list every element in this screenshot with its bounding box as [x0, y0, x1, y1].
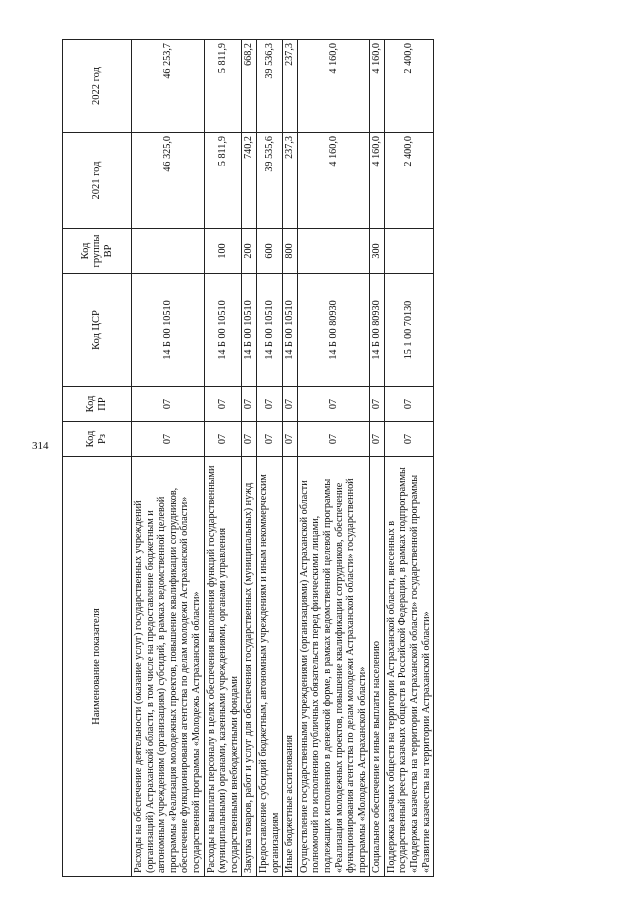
- cell-csr: 15 1 00 70130: [384, 274, 433, 387]
- cell-name: Осуществление государственными учреждениями (организациями) Астраханской области полномочий по исполнению публичных обязательств перед физическими лицами, подлежащих исполнению в денежной форме, в рамках ведомственной целевой программы «Реализация молодежных проектов, повышение квалификации сотрудников, обеспечение функционирования агентства по делам молодежи Астраханской области» государственной программы «Молодежь Астраханской области»: [297, 457, 370, 877]
- header-rz: Код Рз: [63, 422, 132, 457]
- cell-csr: 14 Б 00 10510: [256, 274, 282, 387]
- cell-pr: 07: [283, 387, 298, 422]
- cell-rz: 07: [256, 422, 282, 457]
- cell-name: Социальное обеспечение и иные выплаты населению: [370, 457, 385, 877]
- cell-2022: 5 811,9: [204, 40, 242, 133]
- budget-table: [62, 39, 434, 877]
- cell-csr: 14 Б 00 10510: [283, 274, 298, 387]
- cell-pr: 07: [242, 387, 257, 422]
- cell-name: Расходы на выплаты персоналу в целях обеспечения выполнения функций государственными (муниципальными) органами, казенными учреждениями, органами управления государственными внебюджетными фондами: [204, 457, 242, 877]
- cell-vr: 600: [256, 229, 282, 274]
- header-2021: 2021 год: [63, 133, 132, 229]
- cell-vr: [132, 229, 205, 274]
- cell-2021: 4 160,0: [297, 133, 370, 229]
- cell-pr: 07: [384, 387, 433, 422]
- table-row: [384, 40, 433, 877]
- cell-csr: 14 Б 00 10510: [204, 274, 242, 387]
- cell-2021: 4 160,0: [370, 133, 385, 229]
- cell-2022: 668,2: [242, 40, 257, 133]
- cell-csr: 14 Б 00 10510: [132, 274, 205, 387]
- cell-pr: 07: [370, 387, 385, 422]
- cell-csr: 14 Б 00 80930: [370, 274, 385, 387]
- table-row: [132, 40, 205, 877]
- page-number: 314: [32, 440, 49, 452]
- cell-2022: 46 253,7: [132, 40, 205, 133]
- cell-2021: 5 811,9: [204, 133, 242, 229]
- cell-name: Иные бюджетные ассигнования: [283, 457, 298, 877]
- cell-pr: 07: [256, 387, 282, 422]
- cell-2021: 237,3: [283, 133, 298, 229]
- table-row: [283, 40, 298, 877]
- cell-rz: 07: [242, 422, 257, 457]
- cell-name: Расходы на обеспечение деятельности (оказание услуг) государственных учреждений (организаций) Астраханской области, в том числе на предоставление бюджетным и автономным учреждениям (организациям) субсидий, в рамках ведомственной целевой программы «Реализация молодежных проектов, повышение квалификации сотрудников, обеспечение функционирования агентства по делам молодежи Астраханской области» государственной программы «Молодежь Астраханской области»: [132, 457, 205, 877]
- cell-vr: [297, 229, 370, 274]
- cell-2021: 2 400,0: [384, 133, 433, 229]
- header-pr: Код ПР: [63, 387, 132, 422]
- header-row: [63, 40, 132, 877]
- cell-pr: 07: [297, 387, 370, 422]
- cell-pr: 07: [204, 387, 242, 422]
- cell-2022: 237,3: [283, 40, 298, 133]
- header-name: Наименование показателя: [63, 457, 132, 877]
- cell-vr: 200: [242, 229, 257, 274]
- header-csr: Код ЦСР: [63, 274, 132, 387]
- cell-name: Предоставление субсидий бюджетным, автономным учреждениям и иным некоммерческим организациям: [256, 457, 282, 877]
- cell-2021: 39 535,6: [256, 133, 282, 229]
- table-row: [256, 40, 282, 877]
- header-2022: 2022 год: [63, 40, 132, 133]
- table-row: [297, 40, 370, 877]
- cell-2022: 4 160,0: [370, 40, 385, 133]
- cell-2022: 2 400,0: [384, 40, 433, 133]
- header-vr: Код группы ВР: [63, 229, 132, 274]
- cell-vr: [384, 229, 433, 274]
- cell-2021: 46 325,0: [132, 133, 205, 229]
- cell-rz: 07: [132, 422, 205, 457]
- cell-csr: 14 Б 00 80930: [297, 274, 370, 387]
- cell-name: Закупка товаров, работ и услуг для обеспечения государственных (муниципальных) нужд: [242, 457, 257, 877]
- cell-rz: 07: [297, 422, 370, 457]
- cell-rz: 07: [283, 422, 298, 457]
- table-row: [370, 40, 385, 877]
- cell-2022: 39 536,3: [256, 40, 282, 133]
- cell-name: Поддержка казачьих обществ на территории Астраханской области, внесенных в государственный реестр казачьих обществ в Российской Федерации, в рамках подпрограммы «Поддержка казачества на территории Астраханской области» государственной программы «Развитие казачества на территории Астраханской области»: [384, 457, 433, 877]
- cell-vr: 300: [370, 229, 385, 274]
- cell-2021: 740,2: [242, 133, 257, 229]
- cell-pr: 07: [132, 387, 205, 422]
- table-row: [204, 40, 242, 877]
- rotated-table-container: [62, 40, 597, 877]
- cell-rz: 07: [204, 422, 242, 457]
- cell-2022: 4 160,0: [297, 40, 370, 133]
- cell-vr: 100: [204, 229, 242, 274]
- cell-vr: 800: [283, 229, 298, 274]
- table-row: [242, 40, 257, 877]
- cell-rz: 07: [370, 422, 385, 457]
- cell-rz: 07: [384, 422, 433, 457]
- cell-csr: 14 Б 00 10510: [242, 274, 257, 387]
